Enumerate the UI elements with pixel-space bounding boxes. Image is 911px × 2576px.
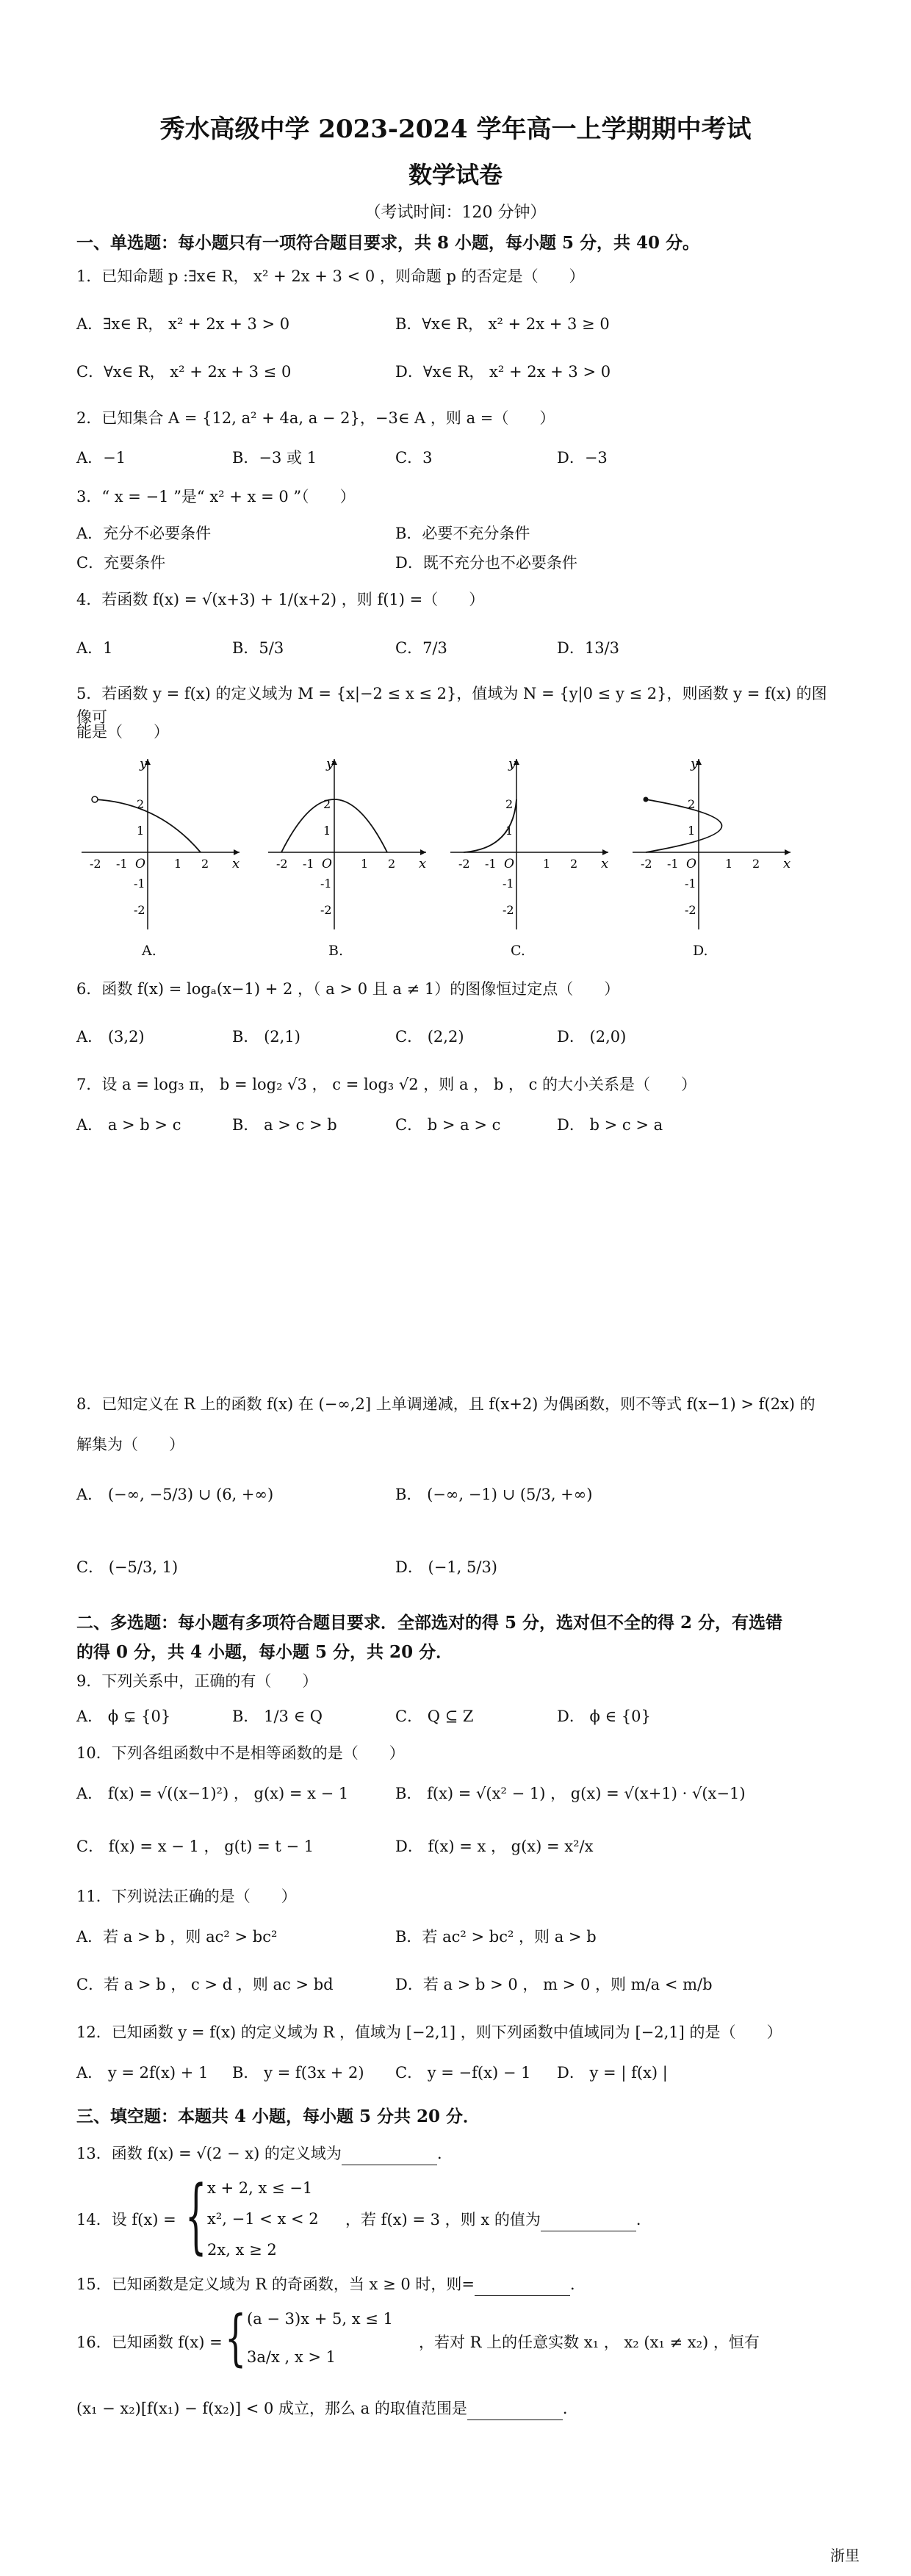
q14-rest: [345, 2208, 652, 2231]
q13-answer-blank[interactable]: [342, 2148, 437, 2165]
q4-option-d: D．13/3: [557, 639, 619, 657]
svg-text:O: O: [322, 857, 332, 871]
q2-option-a: A．−1: [76, 449, 126, 467]
q2-stem: 2．已知集合 A = {12, a² + 4a, a − 2}，−3∈ A ，则 a =（ ）: [76, 409, 555, 427]
q16-text-3: (x₁ − x₂)[f(x₁) − f(x₂)] < 0 成立，那么 a 的取值范围是: [76, 2400, 467, 2417]
q9-option-a: A． ϕ ⊊ {0}: [76, 1708, 171, 1725]
q1-stem: 1．已知命题 p :∃x∈ R， x² + 2x + 3 < 0 ，则命题 p 的否定是（ ）: [76, 267, 585, 285]
q8-stem: 8．已知定义在 R 上的函数 f(x) 在 (−∞,2] 上单调递减，且 f(x+2) 为偶函数，则不等式 f(x−1) > f(2x) 的: [76, 1395, 815, 1413]
q3-option-b: B．必要不充分条件: [395, 525, 530, 542]
svg-text:-1: -1: [667, 857, 679, 871]
q5-graph-a: [78, 753, 247, 937]
q5-stem-2: 能是（ ）: [76, 723, 169, 741]
section2-heading-2: 的得 0 分，共 4 小题，每小题 5 分，共 20 分．: [76, 1642, 453, 1662]
q12-option-c: C． y = −f(x) − 1: [395, 2064, 531, 2082]
q11-option-b: B．若 ac² > bc² ，则 a > b: [395, 1928, 597, 1946]
q11-stem: 11．下列说法正确的是（ ）: [76, 1888, 297, 1905]
q5-label-b: B.: [328, 943, 344, 959]
q13: [76, 2142, 840, 2165]
q12-stem: 12．已知函数 y = f(x) 的定义域为 R ，值域为 [−2,1] ，则下列函数中值域同为 [−2,1] 的是（ ）: [76, 2023, 782, 2041]
q9-option-b: B． 1/3 ∈ Q: [232, 1708, 323, 1725]
svg-text:-1: -1: [485, 857, 497, 871]
q8-option-b: B． (−∞, −1) ∪ (5/3, +∞): [395, 1486, 593, 1503]
svg-text:y: y: [691, 756, 699, 771]
q10-option-a: A． f(x) = √((x−1)²) ， g(x) = x − 1: [76, 1785, 349, 1802]
svg-text:-2: -2: [503, 903, 514, 917]
q3-stem: 3．“ x = −1 ”是“ x² + x = 0 ”（ ）: [76, 488, 356, 506]
q3-option-d: D．既不充分也不必要条件: [395, 554, 577, 572]
q2-option-d: D．−3: [557, 449, 608, 467]
q6-option-a: A． (3,2): [76, 1028, 145, 1046]
svg-text:-1: -1: [685, 877, 696, 891]
q14-case-3: 2x, x ≥ 2: [207, 2241, 277, 2259]
q15-answer-blank[interactable]: [475, 2279, 570, 2296]
svg-text:-1: -1: [134, 877, 145, 891]
q6-option-b: B． (2,1): [232, 1028, 300, 1046]
q1-option-d: D．∀x∈ R， x² + 2x + 3 > 0: [395, 363, 611, 381]
q12-option-a: A． y = 2f(x) + 1: [76, 2064, 209, 2082]
svg-text:1: 1: [725, 857, 733, 871]
q16-answer-blank[interactable]: [467, 2403, 563, 2420]
svg-text:-2: -2: [641, 857, 652, 871]
svg-text:-2: -2: [458, 857, 470, 871]
q4-option-a: A．1: [76, 639, 113, 657]
q10-option-d: D． f(x) = x ， g(x) = x²/x: [395, 1838, 594, 1855]
q1-option-b: B．∀x∈ R， x² + 2x + 3 ≥ 0: [395, 315, 610, 333]
q14-case-2: x², −1 < x < 2: [207, 2210, 319, 2228]
svg-text:2: 2: [688, 797, 696, 811]
q15-text: 15．已知函数是定义域为 R 的奇函数，当 x ≥ 0 时，则=: [76, 2275, 475, 2293]
svg-text:1: 1: [361, 857, 369, 871]
svg-text:-2: -2: [276, 857, 288, 871]
svg-text:O: O: [504, 857, 514, 871]
q14-brace: {: [185, 2167, 207, 2263]
svg-text:-2: -2: [90, 857, 101, 871]
q14-case-1: x + 2, x ≤ −1: [207, 2179, 313, 2197]
svg-text:-1: -1: [503, 877, 514, 891]
q14-answer-blank[interactable]: [541, 2215, 636, 2231]
svg-text:2: 2: [505, 797, 514, 811]
q10-option-c: C． f(x) = x − 1 ， g(t) = t − 1: [76, 1838, 314, 1855]
q15-end: ．: [569, 2275, 586, 2293]
svg-text:1: 1: [174, 857, 182, 871]
svg-text:x: x: [419, 856, 427, 871]
exam-time: （考试时间：120 分钟）: [364, 204, 547, 222]
q8-option-c: C． (−5/3, 1): [76, 1558, 179, 1576]
q14-text-2: ，若 f(x) = 3 ，则 x 的值为: [345, 2211, 541, 2228]
q11-option-a: A．若 a > b ，则 ac² > bc²: [76, 1928, 278, 1946]
svg-text:y: y: [326, 756, 334, 771]
q12-option-b: B． y = f(3x + 2): [232, 2064, 364, 2082]
svg-text:1: 1: [505, 824, 514, 838]
q11-option-c: C．若 a > b ， c > d ，则 ac > bd: [76, 1976, 334, 1993]
svg-text:x: x: [232, 856, 240, 871]
section3-heading: 三、填空题：本题共 4 小题，每小题 5 分共 20 分．: [76, 2107, 480, 2126]
q14-text: 14．设 f(x) =: [76, 2211, 176, 2228]
q9-option-d: D． ϕ ∈ {0}: [557, 1708, 651, 1725]
svg-text:2: 2: [201, 857, 209, 871]
svg-text:2: 2: [570, 857, 578, 871]
svg-text:-1: -1: [320, 877, 332, 891]
q7-option-b: B． a > c > b: [232, 1116, 337, 1134]
svg-text:2: 2: [137, 797, 145, 811]
q12-option-d: D． y = | f(x) |: [557, 2064, 668, 2082]
q13-end: ．: [436, 2145, 453, 2162]
q10-option-b: B． f(x) = √(x² − 1) ， g(x) = √(x+1) · √(x−1): [395, 1785, 746, 1802]
q5-label-d: D.: [693, 943, 708, 959]
section1-heading: 一、单选题：每小题只有一项符合题目要求，共 8 小题，每小题 5 分，共 40 分。: [76, 233, 700, 253]
q8-option-d: D． (−1, 5/3): [395, 1558, 498, 1576]
q1-option-c: C．∀x∈ R， x² + 2x + 3 ≤ 0: [76, 363, 292, 381]
q5-label-c: C.: [511, 943, 525, 959]
q9-stem: 9．下列关系中，正确的有（ ）: [76, 1672, 318, 1690]
footer-watermark: 浙里: [830, 2547, 860, 2564]
svg-text:y: y: [508, 756, 516, 771]
q14-end: ．: [635, 2211, 652, 2228]
q8-stem-2: 解集为（ ）: [76, 1436, 184, 1453]
svg-text:1: 1: [688, 824, 696, 838]
exam-subject: 数学试卷: [408, 161, 503, 189]
svg-text:2: 2: [752, 857, 760, 871]
q11-option-d: D．若 a > b > 0 ， m > 0 ，则 m/a < m/b: [395, 1976, 713, 1993]
q9-option-c: C． Q ⊆ Z: [395, 1708, 474, 1725]
q5-graph-b: [264, 753, 433, 937]
q4-option-c: C．7/3: [395, 639, 447, 657]
q7-stem: 7．设 a = log₃ π， b = log₂ √3 ， c = log₃ √2 ，则 a ， b ， c 的大小关系是（ ）: [76, 1076, 697, 1093]
q4-option-b: B．5/3: [232, 639, 284, 657]
q10-stem: 10．下列各组函数中不是相等函数的是（ ）: [76, 1744, 405, 1762]
q5-graph-d: [629, 753, 798, 937]
svg-text:2: 2: [323, 797, 331, 811]
svg-text:x: x: [783, 856, 791, 871]
svg-text:-2: -2: [134, 903, 145, 917]
section2-heading: 二、多选题：每小题有多项符合题目要求．全部选对的得 5 分，选对但不全的得 2 分，有选错: [76, 1613, 783, 1633]
svg-text:-1: -1: [303, 857, 314, 871]
q3-option-a: A．充分不必要条件: [76, 525, 212, 542]
q16-case-2: 3a/x , x > 1: [247, 2348, 336, 2366]
q16-case-1: (a − 3)x + 5, x ≤ 1: [247, 2310, 393, 2328]
q2-option-b: B．−3 或 1: [232, 449, 317, 467]
q7-option-a: A． a > b > c: [76, 1116, 181, 1134]
svg-text:-1: -1: [116, 857, 128, 871]
svg-text:1: 1: [323, 824, 331, 838]
q13-text: 13．函数 f(x) = √(2 − x) 的定义域为: [76, 2145, 342, 2162]
svg-text:O: O: [135, 857, 145, 871]
svg-text:y: y: [140, 756, 148, 771]
q1-option-a: A．∃x∈ R， x² + 2x + 3 > 0: [76, 315, 290, 333]
q5-label-a: A.: [142, 943, 156, 959]
svg-text:2: 2: [388, 857, 396, 871]
svg-text:-2: -2: [320, 903, 332, 917]
q16-text: 16．已知函数 f(x) =: [76, 2334, 223, 2351]
q16-brace: {: [225, 2301, 247, 2373]
q6-option-d: D． (2,0): [557, 1028, 627, 1046]
svg-text:-2: -2: [685, 903, 696, 917]
svg-text:O: O: [686, 857, 696, 871]
q16-end: ．: [562, 2400, 578, 2417]
svg-text:x: x: [601, 856, 609, 871]
q15: [76, 2273, 840, 2296]
q16-text-2: ，若对 R 上的任意实数 x₁ ， x₂ (x₁ ≠ x₂) ，恒有: [419, 2334, 760, 2351]
q16-line-2: [76, 2397, 840, 2420]
q8-option-a: A． (−∞, −5/3) ∪ (6, +∞): [76, 1486, 274, 1503]
q4-stem: 4．若函数 f(x) = √(x+3) + 1/(x+2) ，则 f(1) =（ ）: [76, 591, 485, 608]
q5-stem: 5．若函数 y = f(x) 的定义域为 M = {x|−2 ≤ x ≤ 2}，值域为 N = {y|0 ≤ y ≤ 2}，则函数 y = f(x) 的图像可: [76, 685, 827, 726]
exam-title: 秀水高级中学 2023-2024 学年高一上学期期中考试: [159, 115, 752, 144]
q6-stem: 6．函数 f(x) = logₐ(x−1) + 2 ，（ a > 0 且 a ≠ 1）的图像恒过定点（ ）: [76, 980, 620, 998]
svg-text:1: 1: [543, 857, 551, 871]
q3-option-c: C．充要条件: [76, 554, 166, 572]
q2-option-c: C．3: [395, 449, 433, 467]
q7-option-d: D． b > c > a: [557, 1116, 663, 1134]
svg-text:1: 1: [137, 824, 145, 838]
q5-graph-c: [447, 753, 616, 937]
q7-option-c: C． b > a > c: [395, 1116, 501, 1134]
q6-option-c: C． (2,2): [395, 1028, 464, 1046]
